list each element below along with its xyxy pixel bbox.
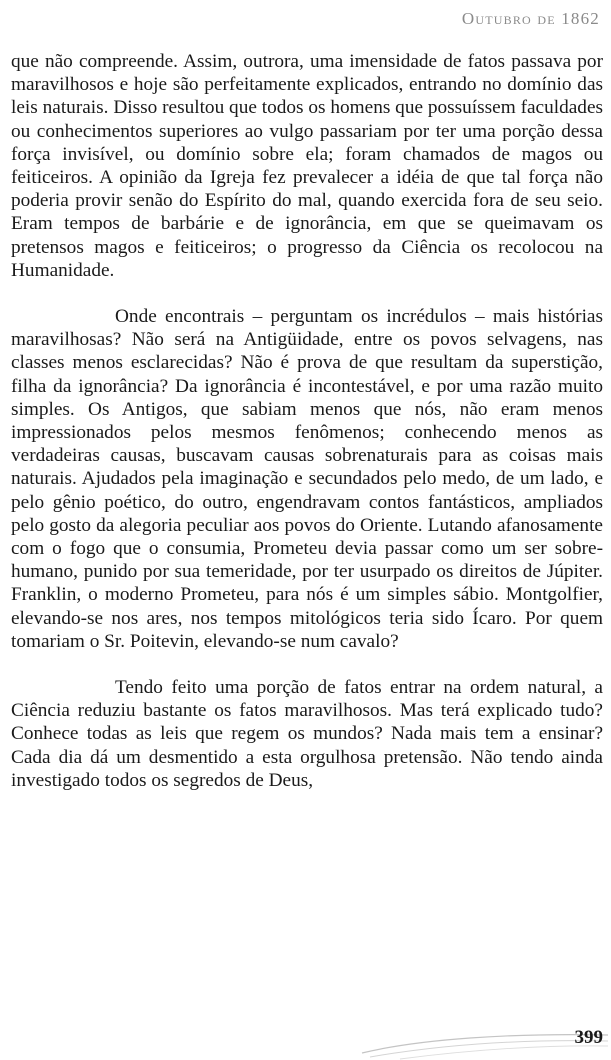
footer-ornament xyxy=(360,1025,610,1060)
paragraph: que não compreende. Assim, outrora, uma imensidade de fatos passava por maravilhosos e hoje são perfeitamente explicados, entrando no domínio das leis naturais. Disso resultou que todos os homens que possuíssem faculdades ou conhecimentos superiores ao vulgo passariam por ter uma porção dessa força invisível, ou domínio sobre ela; foram chamados de magos ou feiticeiros. A opinião da Igreja fez prevalecer a idéia de que tal força não poderia provir senão do Espírito do mal, quando exercida fora de seu seio. Eram tempos de barbárie e de ignorância, em que se queimavam os pretensos magos e feiticeiros; o progresso da Ciência os recolocou na Humanidade. xyxy=(11,51,603,281)
paragraph: Onde encontrais – perguntam os incrédulos – mais histórias maravilhosas? Não será na Antigüidade, entre os povos selvagens, nas classes menos esclarecidas? Não é prova de que resultam da superstição, filha da ignorância? Da ignorância é incontestável, e por uma razão muito simples. Os Antigos, que sabiam menos que nós, não eram menos impressionados pelos mesmos fenômenos; conhecendo menos as verdadeiras causas, buscavam causas sobrenaturais para as coisas mais naturais. Ajudados pela imaginação e secundados pelo medo, de um lado, e pelo gênio poético, do outro, engendravam contos fantásticos, ampliados pelo gosto da alegoria peculiar aos povos do Oriente. Lutando afanosamente com o fogo que o consumia, Prometeu devia passar como um ser sobre-humano, punido por sua temeridade, por ter usurpado os direitos de Júpiter. Franklin, o moderno Prometeu, para nós é um simples sábio. Montgolfier, elevando-se nos ares, nos tempos mitológicos teria sido Ícaro. Por quem tomariam o Sr. Poitevin, elevando-se num cavalo? xyxy=(11,306,603,652)
paragraph: Tendo feito uma porção de fatos entrar na ordem natural, a Ciência reduziu bastante os fatos maravilhosos. Mas terá explicado tudo? Conhece todas as leis que regem os mundos? Nada mais tem a ensinar? Cada dia dá um desmentido a esta orgulhosa pretensão. Não tendo ainda investigado todos os segredos de Deus, xyxy=(11,677,603,791)
running-head: Outubro de 1862 xyxy=(461,9,600,28)
body-text xyxy=(11,50,603,792)
page-number: 399 xyxy=(574,1027,603,1048)
